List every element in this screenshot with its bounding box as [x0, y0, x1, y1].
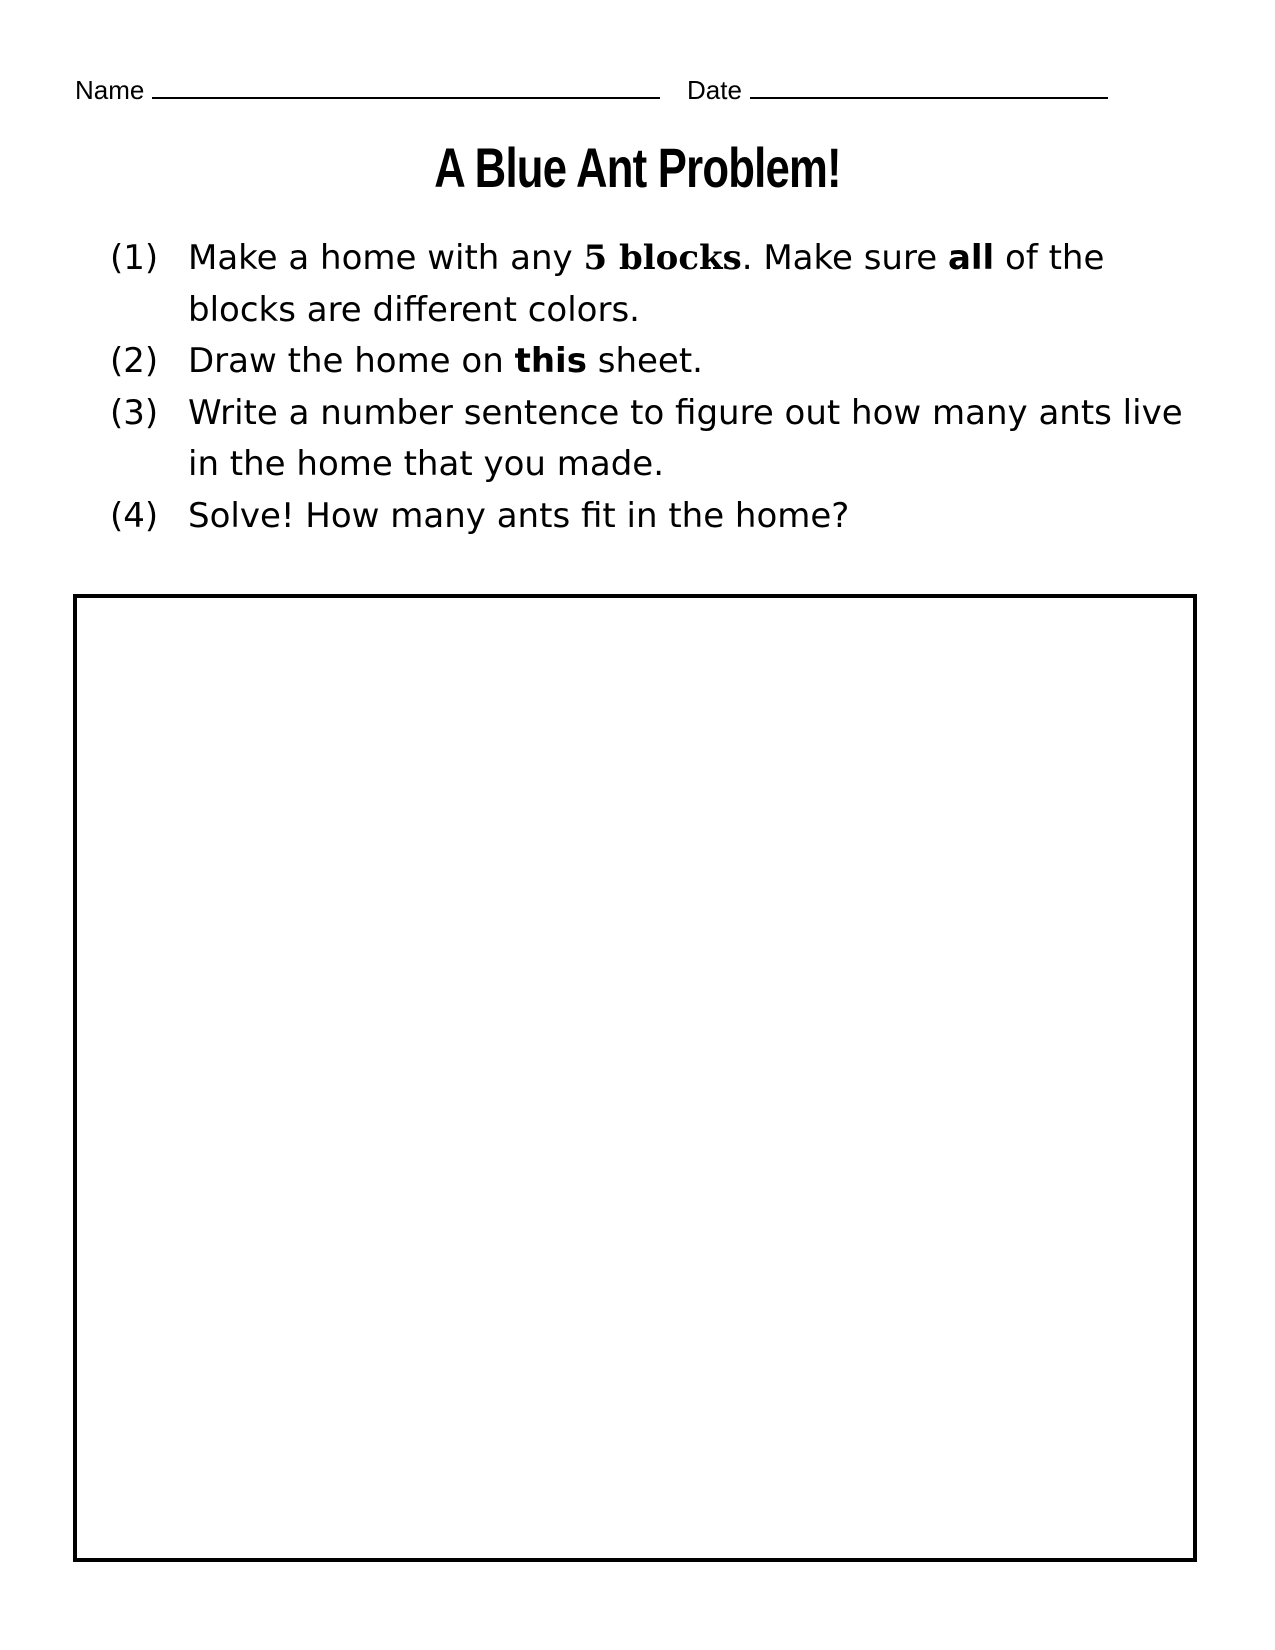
name-field[interactable] — [75, 74, 660, 106]
step-number: (3) — [110, 392, 159, 433]
step-number: (2) — [110, 341, 159, 381]
instruction-step-3 — [110, 388, 1190, 491]
step-text: Draw the home on this sheet. — [188, 341, 703, 381]
step-number: (4) — [110, 495, 159, 536]
worksheet-title: A Blue Ant Problem! — [434, 136, 841, 199]
name-label: Name — [75, 75, 145, 105]
emphasis-this: this — [514, 341, 587, 381]
step-text: Solve! How many ants fit in the home? — [188, 495, 850, 536]
date-blank-line[interactable] — [750, 75, 1108, 99]
drawing-area-box[interactable] — [73, 594, 1197, 1562]
instruction-step-4 — [110, 491, 1190, 543]
name-blank-line[interactable] — [152, 75, 660, 99]
instruction-step-1 — [110, 233, 1190, 336]
instructions-list — [110, 233, 1190, 542]
emphasis-five-blocks: 5 blocks — [583, 238, 742, 278]
date-label: Date — [687, 75, 742, 105]
date-field[interactable] — [687, 74, 1108, 106]
step-text: Write a number sentence to figure out how many ants live in the home that you made. — [188, 392, 1183, 484]
header-fields — [75, 74, 1115, 106]
instruction-step-2 — [110, 336, 1190, 388]
emphasis-all: all — [947, 238, 995, 278]
step-number: (1) — [110, 238, 159, 278]
step-text: Make a home with any 5 blocks. Make sure all of the blocks are different colors. — [188, 238, 1105, 330]
